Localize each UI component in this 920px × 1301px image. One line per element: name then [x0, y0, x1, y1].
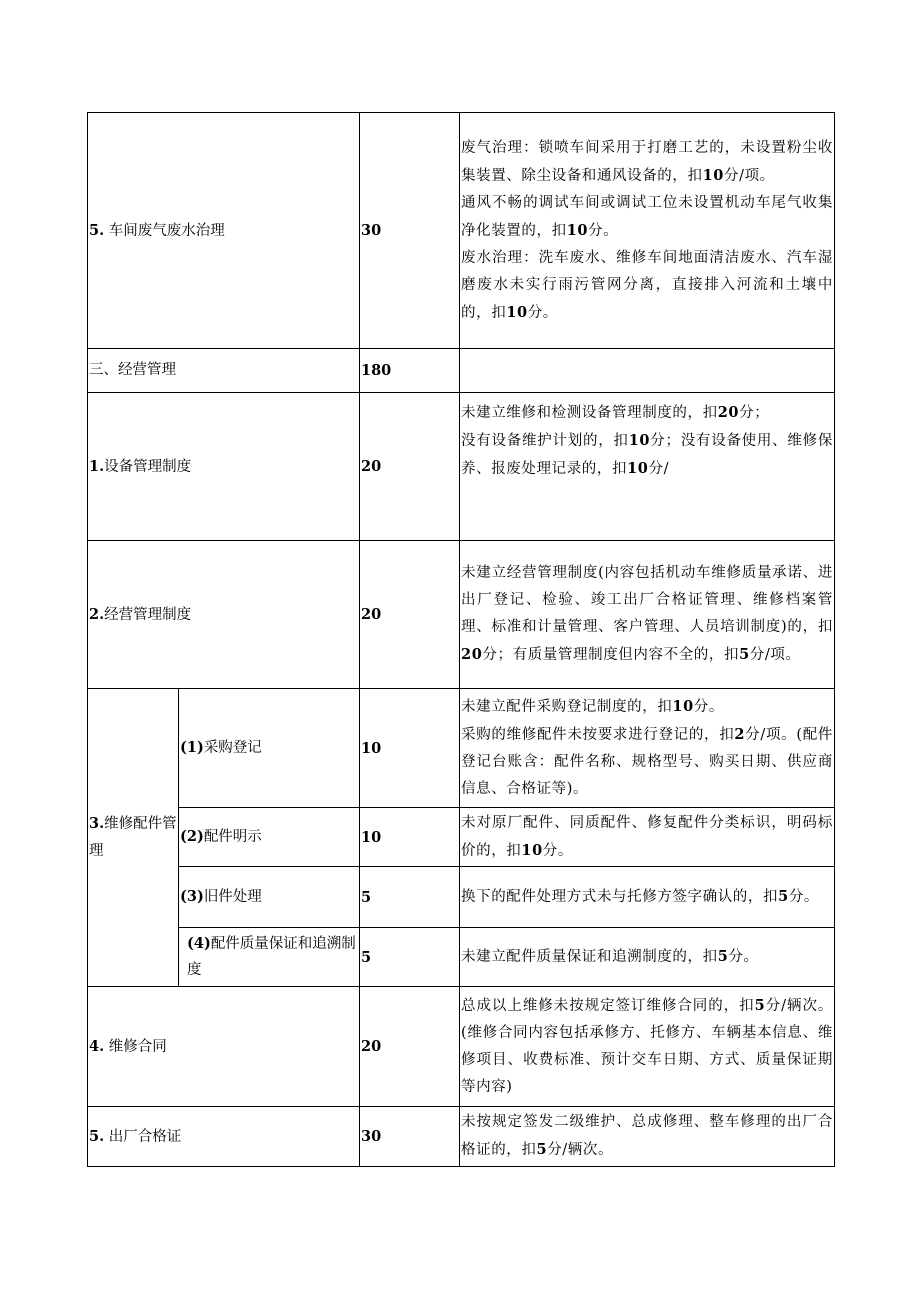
table-row — [88, 808, 835, 867]
score-cell: 20 — [360, 541, 460, 689]
section-title: 三、经营管理 — [88, 349, 360, 393]
desc-line: 未对原厂配件、同质配件、修复配件分类标识，明码标价的，扣10分。 — [461, 814, 833, 859]
table-row — [88, 928, 835, 987]
desc-line: 废气治理：锁喷车间采用于打磨工艺的，未设置粉尘收集装置、除尘设备和通风设备的，扣10分/项。 — [461, 139, 833, 184]
desc-cell — [460, 113, 835, 349]
score-cell: 20 — [360, 987, 460, 1107]
desc-cell — [460, 689, 835, 808]
desc-line: 未按规定签发二级维护、总成修理、整车修理的出厂合格证的，扣5分/辆次。 — [461, 1114, 833, 1158]
sub-item-cell: (2)配件明示 — [179, 808, 360, 867]
desc-line: 废水治理：洗车废水、维修车间地面清洁废水、汽车湿磨废水未实行雨污管网分离，直接排入河流和土壤中的，扣10分。 — [461, 249, 833, 321]
table-row — [88, 689, 835, 808]
desc-cell — [460, 393, 835, 541]
item-cell: 4. 维修合同 — [88, 987, 360, 1107]
item-cell: 1.设备管理制度 — [88, 393, 360, 541]
score-cell: 20 — [360, 393, 460, 541]
table-row — [88, 541, 835, 689]
desc-line: 未建立经营管理制度(内容包括机动车维修质量承诺、进出厂登记、检验、竣工出厂合格证管理、维修档案管理、标准和计量管理、客户管理、人员培训制度)的，扣20分；有质量管理制度但内容不全的，扣5分/项。 — [461, 565, 833, 663]
desc-line: 换下的配件处理方式未与托修方签字确认的，扣5分。 — [461, 888, 820, 905]
sub-item-cell: (4)配件质量保证和追溯制度 — [179, 928, 360, 987]
scoring-table — [87, 112, 835, 1167]
item-cell: 2.经营管理制度 — [88, 541, 360, 689]
table-row — [88, 867, 835, 928]
item-cell: 5. 出厂合格证 — [88, 1107, 360, 1167]
desc-cell — [460, 867, 835, 928]
section-row — [88, 349, 835, 393]
score-cell: 5 — [360, 867, 460, 928]
desc-cell — [460, 808, 835, 867]
table-row — [88, 1107, 835, 1167]
sub-item-cell: (3)旧件处理 — [179, 867, 360, 928]
desc-cell — [460, 928, 835, 987]
desc-cell — [460, 541, 835, 689]
table-row — [88, 987, 835, 1107]
score-cell: 180 — [360, 349, 460, 393]
desc-line: 采购的维修配件未按要求进行登记的，扣2分/项。(配件登记台账含：配件名称、规格型号、购买日期、供应商信息、合格证等)。 — [461, 726, 833, 797]
desc-cell — [460, 987, 835, 1107]
desc-line: 总成以上维修未按规定签订维修合同的，扣5分/辆次。(维修合同内容包括承修方、托修方、车辆基本信息、维修项目、收费标准、预计交车日期、方式、质量保证期等内容) — [461, 997, 833, 1095]
score-cell: 30 — [360, 113, 460, 349]
desc-cell — [460, 1107, 835, 1167]
sub-item-cell: (1)采购登记 — [179, 689, 360, 808]
desc-line: 通风不畅的调试车间或调试工位未设置机动车尾气收集净化装置的，扣10分。 — [461, 194, 833, 239]
group-cell: 3.维修配件管理 — [88, 689, 179, 987]
item-cell: 5. 车间废气废水治理 — [88, 113, 360, 349]
score-cell: 10 — [360, 808, 460, 867]
score-cell: 5 — [360, 928, 460, 987]
desc-line: 未建立配件质量保证和追溯制度的，扣5分。 — [461, 948, 759, 965]
table-row — [88, 113, 835, 349]
table-row — [88, 393, 835, 541]
score-cell: 10 — [360, 689, 460, 808]
desc-line: 没有设备维护计划的，扣10分；没有设备使用、维修保养、报废处理记录的，扣10分/ — [461, 432, 833, 477]
desc-line: 未建立配件采购登记制度的，扣10分。 — [461, 698, 724, 715]
desc-line: 未建立维修和检测设备管理制度的，扣20分； — [461, 404, 770, 421]
score-cell: 30 — [360, 1107, 460, 1167]
desc-cell — [460, 349, 835, 393]
